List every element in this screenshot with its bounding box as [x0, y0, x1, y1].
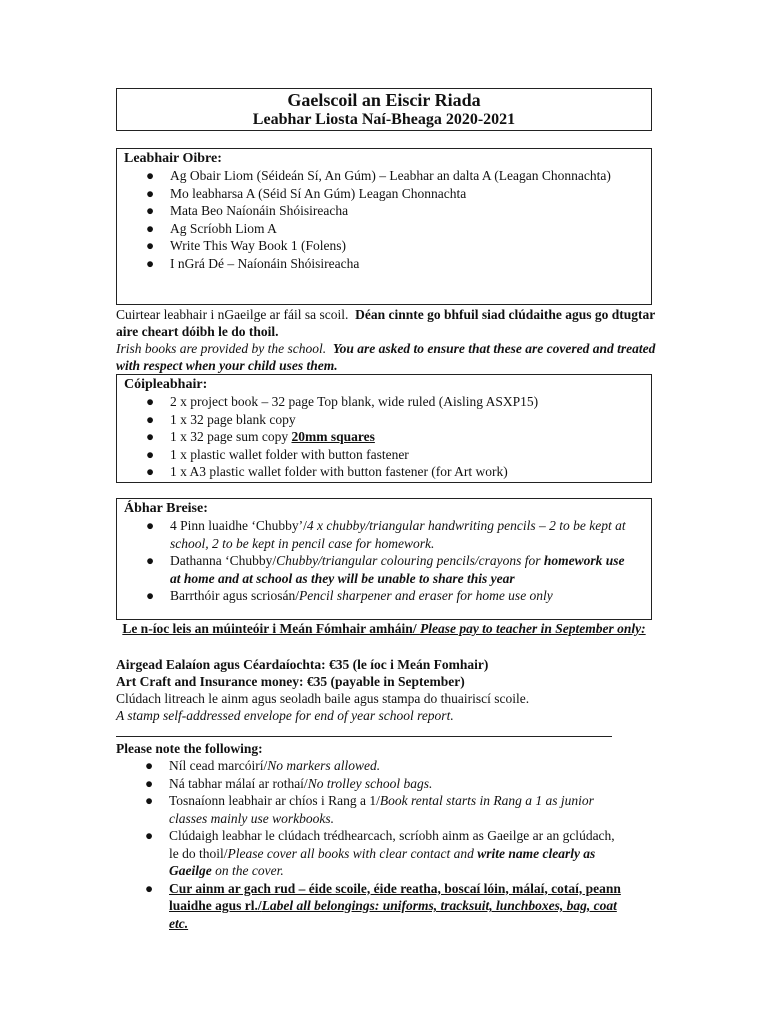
notes-section [116, 757, 656, 932]
list-item: ● Tosnaíonn leabhair ar chíos i Rang a 1/Book rental starts in Rang a 1 as junior classes mainly use workbooks. [145, 793, 594, 826]
bullet-icon: ● [146, 429, 155, 444]
copybooks-box [116, 374, 652, 483]
payment-heading: Le n-íoc leis an múinteóir i Meán Fómhair amháin/ Please pay to teacher in September only: [122, 621, 646, 636]
workbooks-box [116, 148, 652, 305]
header-box [116, 88, 652, 131]
bullet-icon: ● [146, 238, 155, 253]
bullet-icon: ● [146, 446, 155, 462]
copybooks-list [117, 393, 651, 481]
bullet-icon: ● [146, 220, 155, 236]
bullet-icon: ● [145, 880, 154, 896]
list-item: ● 1 x A3 plastic wallet folder with button fastener (for Art work) [146, 464, 508, 479]
list-item: ● 1 x 32 page blank copy [146, 411, 296, 427]
list-item: ● Ag Obair Liom (Séideán Sí, An Gúm) – Leabhar an dalta A (Leagan Chonnachta) [146, 168, 611, 183]
list-item: ● Ná tabhar málaí ar rothaí/No trolley school bags. [145, 775, 433, 791]
list-item: ● Mata Beo Naíonáin Shóisireacha [146, 203, 349, 218]
bullet-icon: ● [146, 518, 155, 533]
list-item: ● 4 Pinn luaidhe ‘Chubby’/4 x chubby/triangular handwriting pencils – 2 to be kept at school, 2 to be kept in pencil case for homework. [146, 518, 626, 551]
bullet-icon: ● [146, 464, 155, 479]
bullet-icon: ● [145, 828, 154, 843]
bullet-icon: ● [146, 394, 155, 409]
list-item: ● Barrthóir agus scriosán/Pencil sharpener and eraser for home use only [146, 588, 553, 603]
bullet-icon: ● [146, 553, 155, 568]
list-item: ● 1 x plastic wallet folder with button fastener [146, 446, 409, 462]
envelope-english: A stamp self-addressed envelope for end of year school report. [116, 708, 454, 723]
divider [116, 736, 612, 737]
extras-box [116, 498, 652, 620]
bullet-icon: ● [146, 588, 155, 603]
list-item: ● Dathanna ‘Chubby/Chubby/triangular colouring pencils/crayons for homework use at home and at school as they will be unable to share this year [146, 553, 625, 586]
list-item: ● Ag Scríobh Liom A [146, 220, 277, 236]
bullet-icon: ● [146, 185, 155, 201]
provided-note-english: Irish books are provided by the school. You are asked to ensure that these are covered and treated with respect when your child uses them. [116, 341, 656, 373]
bullet-icon: ● [145, 793, 154, 808]
list-item: ● Cur ainm ar gach rud – éide scoile, éide reatha, boscaí lóin, málaí, cotaí, peann luaidhe agus rl./Label all belongings: uniforms, tracksuit, lunchboxes, bag, coat etc. [145, 880, 621, 931]
extras-title: Ábhar Breise: [124, 501, 208, 516]
bullet-icon: ● [145, 758, 154, 773]
list-item: ● Níl cead marcóirí/No markers allowed. [145, 758, 381, 773]
notes-title: Please note the following: [116, 741, 263, 756]
bullet-icon: ● [146, 203, 155, 218]
workbooks-title: Leabhair Oibre: [124, 151, 222, 166]
art-fee-english: Art Craft and Insurance money: €35 (payable in September) [116, 674, 465, 689]
bullet-icon: ● [146, 168, 155, 183]
extras-list [117, 517, 651, 605]
bullet-icon: ● [146, 255, 155, 271]
provided-note-irish: Cuirtear leabhair i nGaeilge ar fáil sa scoil. Déan cinnte go bhfuil siad clúdaithe agus go dtugtar aire cheart dóibh le do thoil. [116, 307, 655, 339]
bullet-icon: ● [145, 775, 154, 791]
list-item: ● Mo leabharsa A (Séid Sí An Gúm) Leagan Chonnachta [146, 185, 467, 201]
workbooks-list [117, 167, 651, 272]
list-item: ● I nGrá Dé – Naíonáin Shóisireacha [146, 255, 360, 271]
list-title: Leabhar Liosta Naí-Bheaga 2020-2021 [252, 111, 516, 128]
bullet-icon: ● [146, 411, 155, 427]
art-fee-irish: Airgead Ealaíon agus Céardaíochta: €35 (le íoc i Meán Fomhair) [116, 657, 489, 672]
list-item: ● Clúdaigh leabhar le clúdach trédhearcach, scríobh ainm as Gaeilge ar an gclúdach, le do thoil/Please cover all books with clear contact and write name clearly as Gaeilge on the cover. [145, 828, 615, 878]
envelope-irish: Clúdach litreach le ainm agus seoladh baile agus stampa do thuairiscí scoile. [116, 691, 530, 706]
list-item: ● Write This Way Book 1 (Folens) [146, 238, 346, 253]
list-item: ● 2 x project book – 32 page Top blank, wide ruled (Aisling ASXP15) [146, 394, 539, 409]
copybooks-title: Cóipleabhair: [124, 377, 208, 392]
school-name: Gaelscoil an Eiscir Riada [287, 90, 481, 110]
list-item: ● 1 x 32 page sum copy 20mm squares [146, 429, 375, 444]
notes-list [116, 757, 656, 932]
